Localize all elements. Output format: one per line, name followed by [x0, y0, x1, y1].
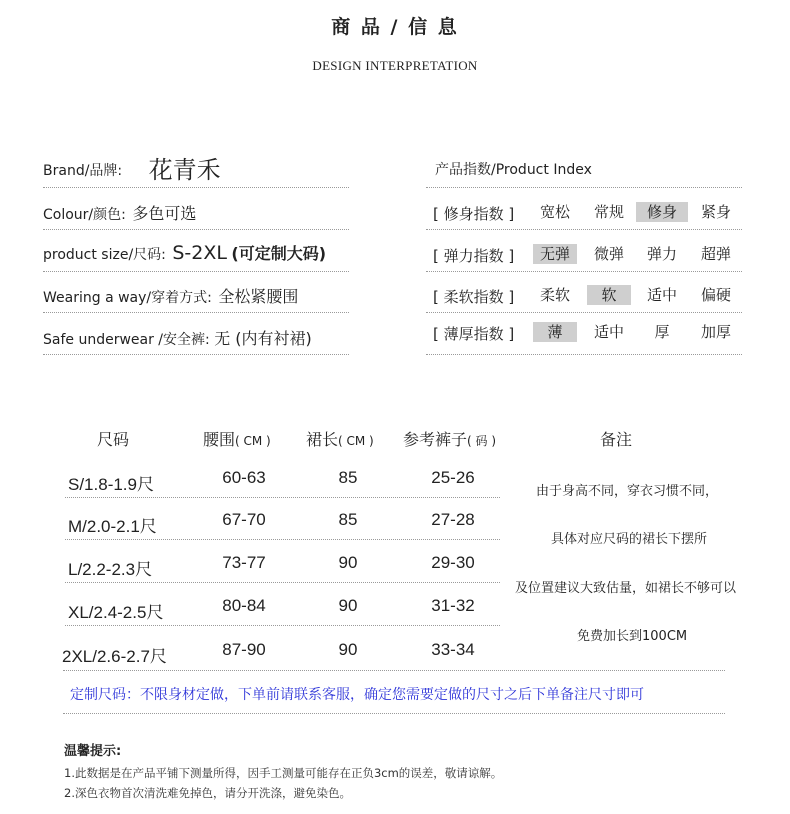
pants-cell: 33-34: [431, 640, 475, 659]
col-header-waist: [203, 427, 271, 450]
length-cell: 90: [338, 640, 358, 659]
row-divider: [65, 582, 500, 583]
tips-heading: 温馨提示:: [64, 744, 122, 759]
waist-cell: 87-90: [222, 640, 266, 659]
fit-option-selected: 修身: [636, 202, 688, 222]
thickness-option-selected: 薄: [533, 322, 577, 342]
divider: [43, 229, 349, 230]
safe-row: [43, 326, 312, 349]
col-header-remark: 备注: [600, 430, 633, 449]
length-cell: 90: [338, 553, 358, 572]
waist-cell: 60-63: [222, 468, 266, 487]
divider: [426, 312, 742, 313]
tip-item: 1.此数据是在产品平铺下测量所得，因手工测量可能存在正负3cm的误差，敬请谅解。: [64, 766, 503, 780]
fit-index-label: [ 修身指数 ]: [433, 205, 515, 223]
size-label: product size/尺码:: [43, 247, 166, 263]
col-header-length-label: 裙长: [306, 430, 339, 449]
pants-cell: 31-32: [431, 596, 475, 615]
thickness-option: 厚: [654, 323, 670, 341]
divider: [43, 312, 349, 313]
size-value: S-2XL: [172, 242, 227, 264]
wear-value: 全松紧腰围: [218, 287, 299, 306]
colour-row: [43, 201, 196, 224]
remark-line: 具体对应尺码的裙长下摆所: [551, 532, 708, 547]
colour-value: 多色可选: [132, 204, 197, 223]
wear-row: [43, 284, 298, 307]
col-header-pants-unit: ( 码 ): [467, 434, 497, 448]
softness-option: 适中: [646, 286, 677, 304]
divider: [43, 187, 349, 188]
col-header-pants: [403, 427, 496, 450]
pants-cell: 29-30: [431, 553, 475, 572]
divider: [426, 271, 742, 272]
wear-label: Wearing a way/穿着方式:: [43, 290, 212, 306]
safe-value: 无 (内有衬裙): [214, 329, 312, 348]
col-header-waist-label: 腰围: [203, 430, 236, 449]
size-cell: XL/2.4-2.5尺: [68, 603, 164, 622]
size-cell: M/2.0-2.1尺: [68, 517, 157, 536]
stretch-option-selected: 无弹: [533, 244, 577, 264]
remark-line: 及位置建议大致估量，如裙长不够可以: [515, 581, 737, 596]
safe-label: Safe underwear /安全裤:: [43, 332, 210, 348]
thickness-option: 适中: [593, 323, 624, 341]
thickness-index-label: [ 薄厚指数 ]: [433, 325, 515, 343]
size-row: [43, 241, 326, 264]
length-cell: 85: [338, 468, 358, 487]
length-cell: 90: [338, 596, 358, 615]
brand-value: 花青禾: [148, 156, 221, 184]
fit-option: 紧身: [700, 203, 731, 221]
divider: [63, 670, 725, 671]
waist-cell: 73-77: [222, 553, 266, 572]
divider: [43, 271, 349, 272]
stretch-option: 超弹: [700, 245, 731, 263]
softness-option: 偏硬: [700, 286, 731, 304]
custom-size-note: 定制尺码：不限身材定做，下单前请联系客服，确定您需要定做的尺寸之后下单备注尺寸即可: [70, 687, 644, 703]
softness-index-label: [ 柔软指数 ]: [433, 288, 515, 306]
fit-option: 常规: [593, 203, 624, 221]
col-header-waist-unit: ( CM ): [235, 434, 271, 448]
waist-cell: 67-70: [222, 510, 266, 529]
pants-cell: 27-28: [431, 510, 475, 529]
stretch-option: 微弹: [593, 245, 624, 263]
stretch-index-label: [ 弹力指数 ]: [433, 247, 515, 265]
col-header-length-unit: ( CM ): [338, 434, 374, 448]
divider: [63, 713, 725, 714]
remark-line: 免费加长到100CM: [577, 629, 688, 644]
product-index-heading: 产品指数/Product Index: [435, 162, 592, 178]
fit-option: 宽松: [539, 203, 570, 221]
softness-option: 柔软: [539, 286, 570, 304]
brand-row: [43, 150, 221, 185]
col-header-length: [306, 427, 374, 450]
pants-cell: 25-26: [431, 468, 475, 487]
row-divider: [65, 625, 500, 626]
stretch-option: 弹力: [646, 245, 677, 263]
page-title: 商 品 / 信 息: [331, 16, 459, 38]
divider: [426, 187, 742, 188]
page-subtitle: DESIGN INTERPRETATION: [312, 58, 478, 73]
colour-label: Colour/颜色:: [43, 207, 126, 223]
remark-line: 由于身高不同，穿衣习惯不同，: [536, 484, 719, 499]
tip-item: 2.深色衣物首次清洗难免掉色，请分开洗涤，避免染色。: [64, 786, 351, 800]
divider: [426, 229, 742, 230]
size-cell: L/2.2-2.3尺: [68, 560, 153, 579]
size-cell: S/1.8-1.9尺: [68, 475, 154, 494]
waist-cell: 80-84: [222, 596, 266, 615]
size-note: (可定制大码): [231, 244, 327, 263]
col-header-size: 尺码: [97, 430, 130, 449]
row-divider: [65, 497, 500, 498]
length-cell: 85: [338, 510, 358, 529]
softness-option-selected: 软: [587, 285, 631, 305]
divider: [43, 354, 349, 355]
col-header-pants-label: 参考裤子: [403, 430, 468, 449]
thickness-option: 加厚: [700, 323, 731, 341]
brand-label: Brand/品牌:: [43, 163, 123, 179]
row-divider: [65, 539, 500, 540]
size-cell: 2XL/2.6-2.7尺: [62, 647, 167, 666]
divider: [426, 354, 742, 355]
